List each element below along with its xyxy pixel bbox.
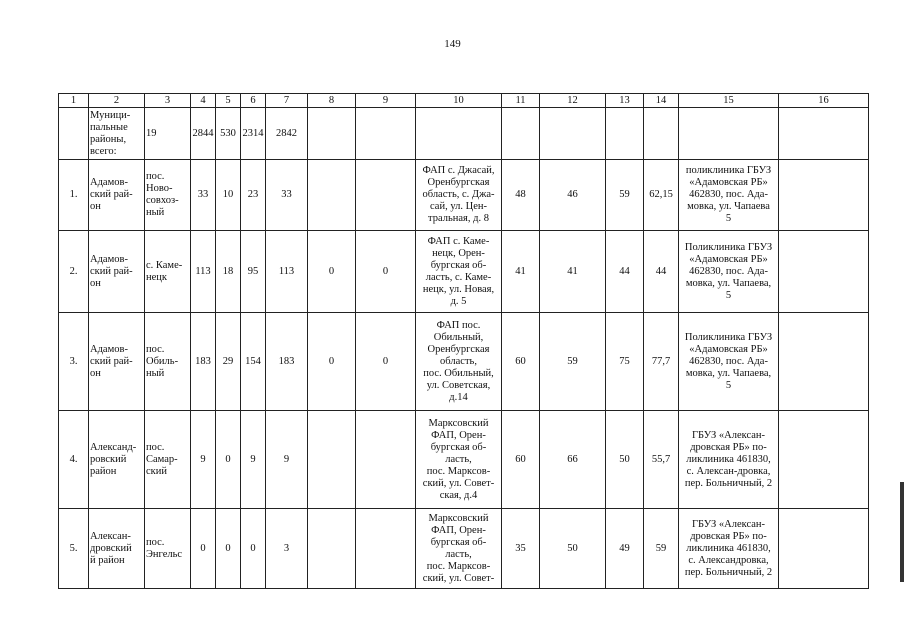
page-number: 149 — [444, 38, 461, 50]
table-cell: 530 — [216, 108, 241, 160]
table-cell — [779, 108, 869, 160]
table-cell: 23 — [241, 160, 266, 231]
table-cell: 2842 — [266, 108, 308, 160]
table-cell: 0 — [191, 509, 216, 589]
table-cell: 48 — [502, 160, 540, 231]
table-cell: 59 — [606, 160, 644, 231]
table-cell: 33 — [266, 160, 308, 231]
column-header-12: 12 — [540, 94, 606, 108]
table-cell: 2844 — [191, 108, 216, 160]
table-cell — [540, 108, 606, 160]
table-cell: Адамов- ский рай- он — [89, 160, 145, 231]
facilities-table — [58, 93, 869, 589]
table-cell: 113 — [191, 231, 216, 313]
table-cell: 183 — [266, 313, 308, 411]
table-cell — [644, 108, 679, 160]
column-header-15: 15 — [679, 94, 779, 108]
column-header-2: 2 — [89, 94, 145, 108]
table-cell: Поликлиника ГБУЗ «Адамовская РБ» 462830, пос. Ада- мовка, ул. Чапаева, 5 — [679, 313, 779, 411]
table-cell: 2314 — [241, 108, 266, 160]
column-header-10: 10 — [416, 94, 502, 108]
table-cell: 35 — [502, 509, 540, 589]
table-cell — [779, 411, 869, 509]
table-cell: 4. — [59, 411, 89, 509]
table-cell: 77,7 — [644, 313, 679, 411]
table-cell — [308, 509, 356, 589]
table-cell: 1. — [59, 160, 89, 231]
table-cell: 29 — [216, 313, 241, 411]
table-cell: 9 — [266, 411, 308, 509]
table-cell: пос. Энгельс — [145, 509, 191, 589]
table-cell: 0 — [241, 509, 266, 589]
table-cell — [502, 108, 540, 160]
column-header-6: 6 — [241, 94, 266, 108]
table-row — [59, 160, 869, 231]
table-cell: Александ- ровский район — [89, 411, 145, 509]
table-cell: ГБУЗ «Алексан- дровская РБ» по- ликлиника 461830, с. Александровка, пер. Больничный, 2 — [679, 509, 779, 589]
table-cell: 9 — [191, 411, 216, 509]
table-cell: 66 — [540, 411, 606, 509]
table-cell — [779, 509, 869, 589]
table-cell: Адамов- ский рай- он — [89, 231, 145, 313]
column-header-7: 7 — [266, 94, 308, 108]
table-cell — [59, 108, 89, 160]
table-cell: 0 — [356, 313, 416, 411]
table-cell: пос. Ново- совхоз- ный — [145, 160, 191, 231]
table-cell: 2. — [59, 231, 89, 313]
table-cell: 46 — [540, 160, 606, 231]
table-cell: 9 — [241, 411, 266, 509]
table-row — [59, 509, 869, 589]
table-cell: 55,7 — [644, 411, 679, 509]
table-cell: ФАП с. Каме- нецк, Орен- бургская об- ласть, с. Каме- нецк, ул. Новая, д. 5 — [416, 231, 502, 313]
table-cell: Марксовский ФАП, Орен- бургская об- ласть, пос. Марксов- ский, ул. Совет- — [416, 509, 502, 589]
column-header-9: 9 — [356, 94, 416, 108]
table-cell — [679, 108, 779, 160]
table-cell: 60 — [502, 411, 540, 509]
table-cell: Марксовский ФАП, Орен- бургская об- ласть, пос. Марксов- ский, ул. Совет- ская, д.4 — [416, 411, 502, 509]
table-cell: Алексан- дровский й район — [89, 509, 145, 589]
column-header-8: 8 — [308, 94, 356, 108]
table-cell: 0 — [216, 509, 241, 589]
table-cell — [356, 411, 416, 509]
column-header-4: 4 — [191, 94, 216, 108]
table-row — [59, 108, 869, 160]
table-cell: 10 — [216, 160, 241, 231]
column-header-16: 16 — [779, 94, 869, 108]
table-cell: ФАП с. Джасай, Оренбургская область, с. Джа- сай, ул. Цен- тральная, д. 8 — [416, 160, 502, 231]
table-cell: 0 — [356, 231, 416, 313]
table-cell: Поликлиника ГБУЗ «Адамовская РБ» 462830, пос. Ада- мовка, ул. Чапаева, 5 — [679, 231, 779, 313]
table-cell: 41 — [502, 231, 540, 313]
table-cell: 49 — [606, 509, 644, 589]
table-cell: 0 — [216, 411, 241, 509]
table-cell: 33 — [191, 160, 216, 231]
column-header-13: 13 — [606, 94, 644, 108]
table-cell — [308, 411, 356, 509]
table-cell: ФАП пос. Обильный, Оренбургская область, пос. Обильный, ул. Советская, д.14 — [416, 313, 502, 411]
column-header-3: 3 — [145, 94, 191, 108]
table-cell: 0 — [308, 313, 356, 411]
table-cell: 5. — [59, 509, 89, 589]
table-cell — [779, 313, 869, 411]
table-cell — [308, 108, 356, 160]
column-header-14: 14 — [644, 94, 679, 108]
table-row — [59, 231, 869, 313]
table-cell: 0 — [308, 231, 356, 313]
table-cell: Адамов- ский рай- он — [89, 313, 145, 411]
table-cell: 50 — [606, 411, 644, 509]
table-cell: 3 — [266, 509, 308, 589]
table-header-row — [59, 94, 869, 108]
table-cell: Муници- пальные районы, всего: — [89, 108, 145, 160]
table-cell — [356, 108, 416, 160]
table-row — [59, 411, 869, 509]
table-cell: 59 — [644, 509, 679, 589]
scan-mark — [900, 482, 904, 582]
column-header-1: 1 — [59, 94, 89, 108]
table-cell: 59 — [540, 313, 606, 411]
table-cell: 50 — [540, 509, 606, 589]
column-header-5: 5 — [216, 94, 241, 108]
table-cell: пос. Обиль- ный — [145, 313, 191, 411]
table-cell: 3. — [59, 313, 89, 411]
table-cell: ГБУЗ «Алексан- дровская РБ» по- ликлиника 461830, с. Алексан-дровка, пер. Больничный, 2 — [679, 411, 779, 509]
table-cell — [356, 509, 416, 589]
column-header-11: 11 — [502, 94, 540, 108]
table-row — [59, 313, 869, 411]
table-cell: 44 — [644, 231, 679, 313]
table-cell: 95 — [241, 231, 266, 313]
table-cell — [606, 108, 644, 160]
table-cell: 113 — [266, 231, 308, 313]
table-cell: 44 — [606, 231, 644, 313]
table-cell: 19 — [145, 108, 191, 160]
table-cell: 18 — [216, 231, 241, 313]
table-cell — [779, 231, 869, 313]
table-cell — [308, 160, 356, 231]
table-cell: 62,15 — [644, 160, 679, 231]
table-cell: 154 — [241, 313, 266, 411]
table-cell: пос. Самар- ский — [145, 411, 191, 509]
table-cell — [779, 160, 869, 231]
table-cell: 41 — [540, 231, 606, 313]
table-cell — [416, 108, 502, 160]
table-cell: 183 — [191, 313, 216, 411]
table-cell — [356, 160, 416, 231]
table-cell: 60 — [502, 313, 540, 411]
table-cell: с. Каме- нецк — [145, 231, 191, 313]
table-cell: 75 — [606, 313, 644, 411]
table-cell: поликлиника ГБУЗ «Адамовская РБ» 462830, пос. Ада- мовка, ул. Чапаева 5 — [679, 160, 779, 231]
